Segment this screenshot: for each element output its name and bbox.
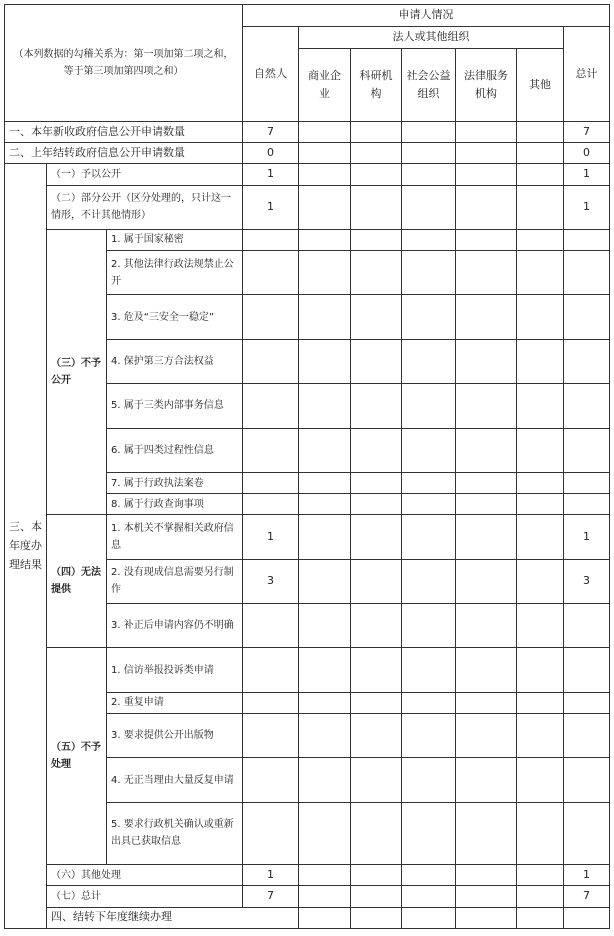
cell-total: 1 bbox=[564, 185, 610, 229]
row-label: 二、上年结转政府信息公开申请数量 bbox=[5, 143, 243, 164]
row-label: 5. 属于三类内部事务信息 bbox=[107, 384, 243, 428]
group-label: （三）不予公开 bbox=[47, 229, 107, 514]
table-row bbox=[5, 185, 610, 229]
cell-total: 7 bbox=[564, 122, 610, 143]
cell-natural: 7 bbox=[243, 886, 299, 907]
total-header: 总计 bbox=[564, 27, 610, 122]
row-label: （一）予以公开 bbox=[47, 164, 243, 185]
row-label: 6. 属于四类过程性信息 bbox=[107, 428, 243, 472]
row-label: 4. 保护第三方合法权益 bbox=[107, 339, 243, 383]
row-label: 2. 没有现成信息需要另行制作 bbox=[107, 559, 243, 603]
social-welfare-header: 社会公益组织 bbox=[402, 49, 456, 122]
table-row bbox=[5, 907, 610, 928]
cell-total bbox=[564, 604, 610, 648]
row-label: 1. 本机关不掌握相关政府信息 bbox=[107, 515, 243, 559]
legal-org-header: 法人或其他组织 bbox=[299, 27, 564, 49]
row-label: 3. 危及“三安全一稳定” bbox=[107, 295, 243, 339]
commercial-header: 商业企业 bbox=[299, 49, 351, 122]
row-label: 1. 属于国家秘密 bbox=[107, 229, 243, 250]
row-label: 1. 信访举报投诉类申请 bbox=[107, 648, 243, 692]
formula-note: （本列数据的勾稽关系为：第一项加第二项之和，等于第三项加第四项之和） bbox=[5, 5, 243, 122]
group-label: （五）不予处理 bbox=[47, 648, 107, 865]
table-row bbox=[5, 886, 610, 907]
cell-natural: 1 bbox=[243, 515, 299, 559]
cell-total: 0 bbox=[564, 143, 610, 164]
row-label: 2. 重复申请 bbox=[107, 692, 243, 713]
table-row bbox=[5, 143, 610, 164]
cell-total: 3 bbox=[564, 559, 610, 603]
row-label: 2. 其他法律行政法规禁止公开 bbox=[107, 251, 243, 295]
cell-total: 1 bbox=[564, 515, 610, 559]
table-row bbox=[5, 164, 610, 185]
cell-natural bbox=[243, 604, 299, 648]
other-header: 其他 bbox=[517, 49, 564, 122]
table-row bbox=[5, 229, 610, 250]
row-label: 8. 属于行政查询事项 bbox=[107, 494, 243, 515]
cell-natural: 7 bbox=[243, 122, 299, 143]
natural-person-header: 自然人 bbox=[243, 27, 299, 122]
row-label: 7. 属于行政执法案卷 bbox=[107, 472, 243, 493]
cell-natural: 1 bbox=[243, 164, 299, 185]
table-row bbox=[5, 648, 610, 692]
table-row bbox=[5, 122, 610, 143]
row-label: 四、结转下年度继续办理 bbox=[47, 907, 299, 928]
table-row bbox=[5, 865, 610, 886]
cell-natural: 1 bbox=[243, 865, 299, 886]
cell-total: 7 bbox=[564, 886, 610, 907]
gov-info-disclosure-table bbox=[4, 4, 610, 929]
row-label: 5. 要求行政机关确认或重新出具已获取信息 bbox=[107, 802, 243, 865]
row-label: 一、本年新收政府信息公开申请数量 bbox=[5, 122, 243, 143]
cell-natural: 0 bbox=[243, 143, 299, 164]
row-label: （二）部分公开（区分处理的，只计这一情形，不计其他情形） bbox=[47, 185, 243, 229]
section3-label: 三、本年度办理结果 bbox=[5, 164, 47, 929]
cell-total: 1 bbox=[564, 865, 610, 886]
cell-natural: 1 bbox=[243, 185, 299, 229]
group-label: （四）无法提供 bbox=[47, 515, 107, 648]
row-label: 4. 无正当理由大量反复申请 bbox=[107, 758, 243, 802]
table-row bbox=[5, 515, 610, 559]
cell-natural: 3 bbox=[243, 559, 299, 603]
row-label: 3. 要求提供公开出版物 bbox=[107, 713, 243, 757]
legal-service-header: 法律服务机构 bbox=[456, 49, 517, 122]
row-label: 3. 补正后申请内容仍不明确 bbox=[107, 604, 243, 648]
cell-total: 1 bbox=[564, 164, 610, 185]
research-header: 科研机构 bbox=[351, 49, 402, 122]
row-label: （六）其他处理 bbox=[47, 865, 243, 886]
applicant-status-header: 申请人情况 bbox=[243, 5, 610, 27]
row-label: （七）总计 bbox=[47, 886, 243, 907]
